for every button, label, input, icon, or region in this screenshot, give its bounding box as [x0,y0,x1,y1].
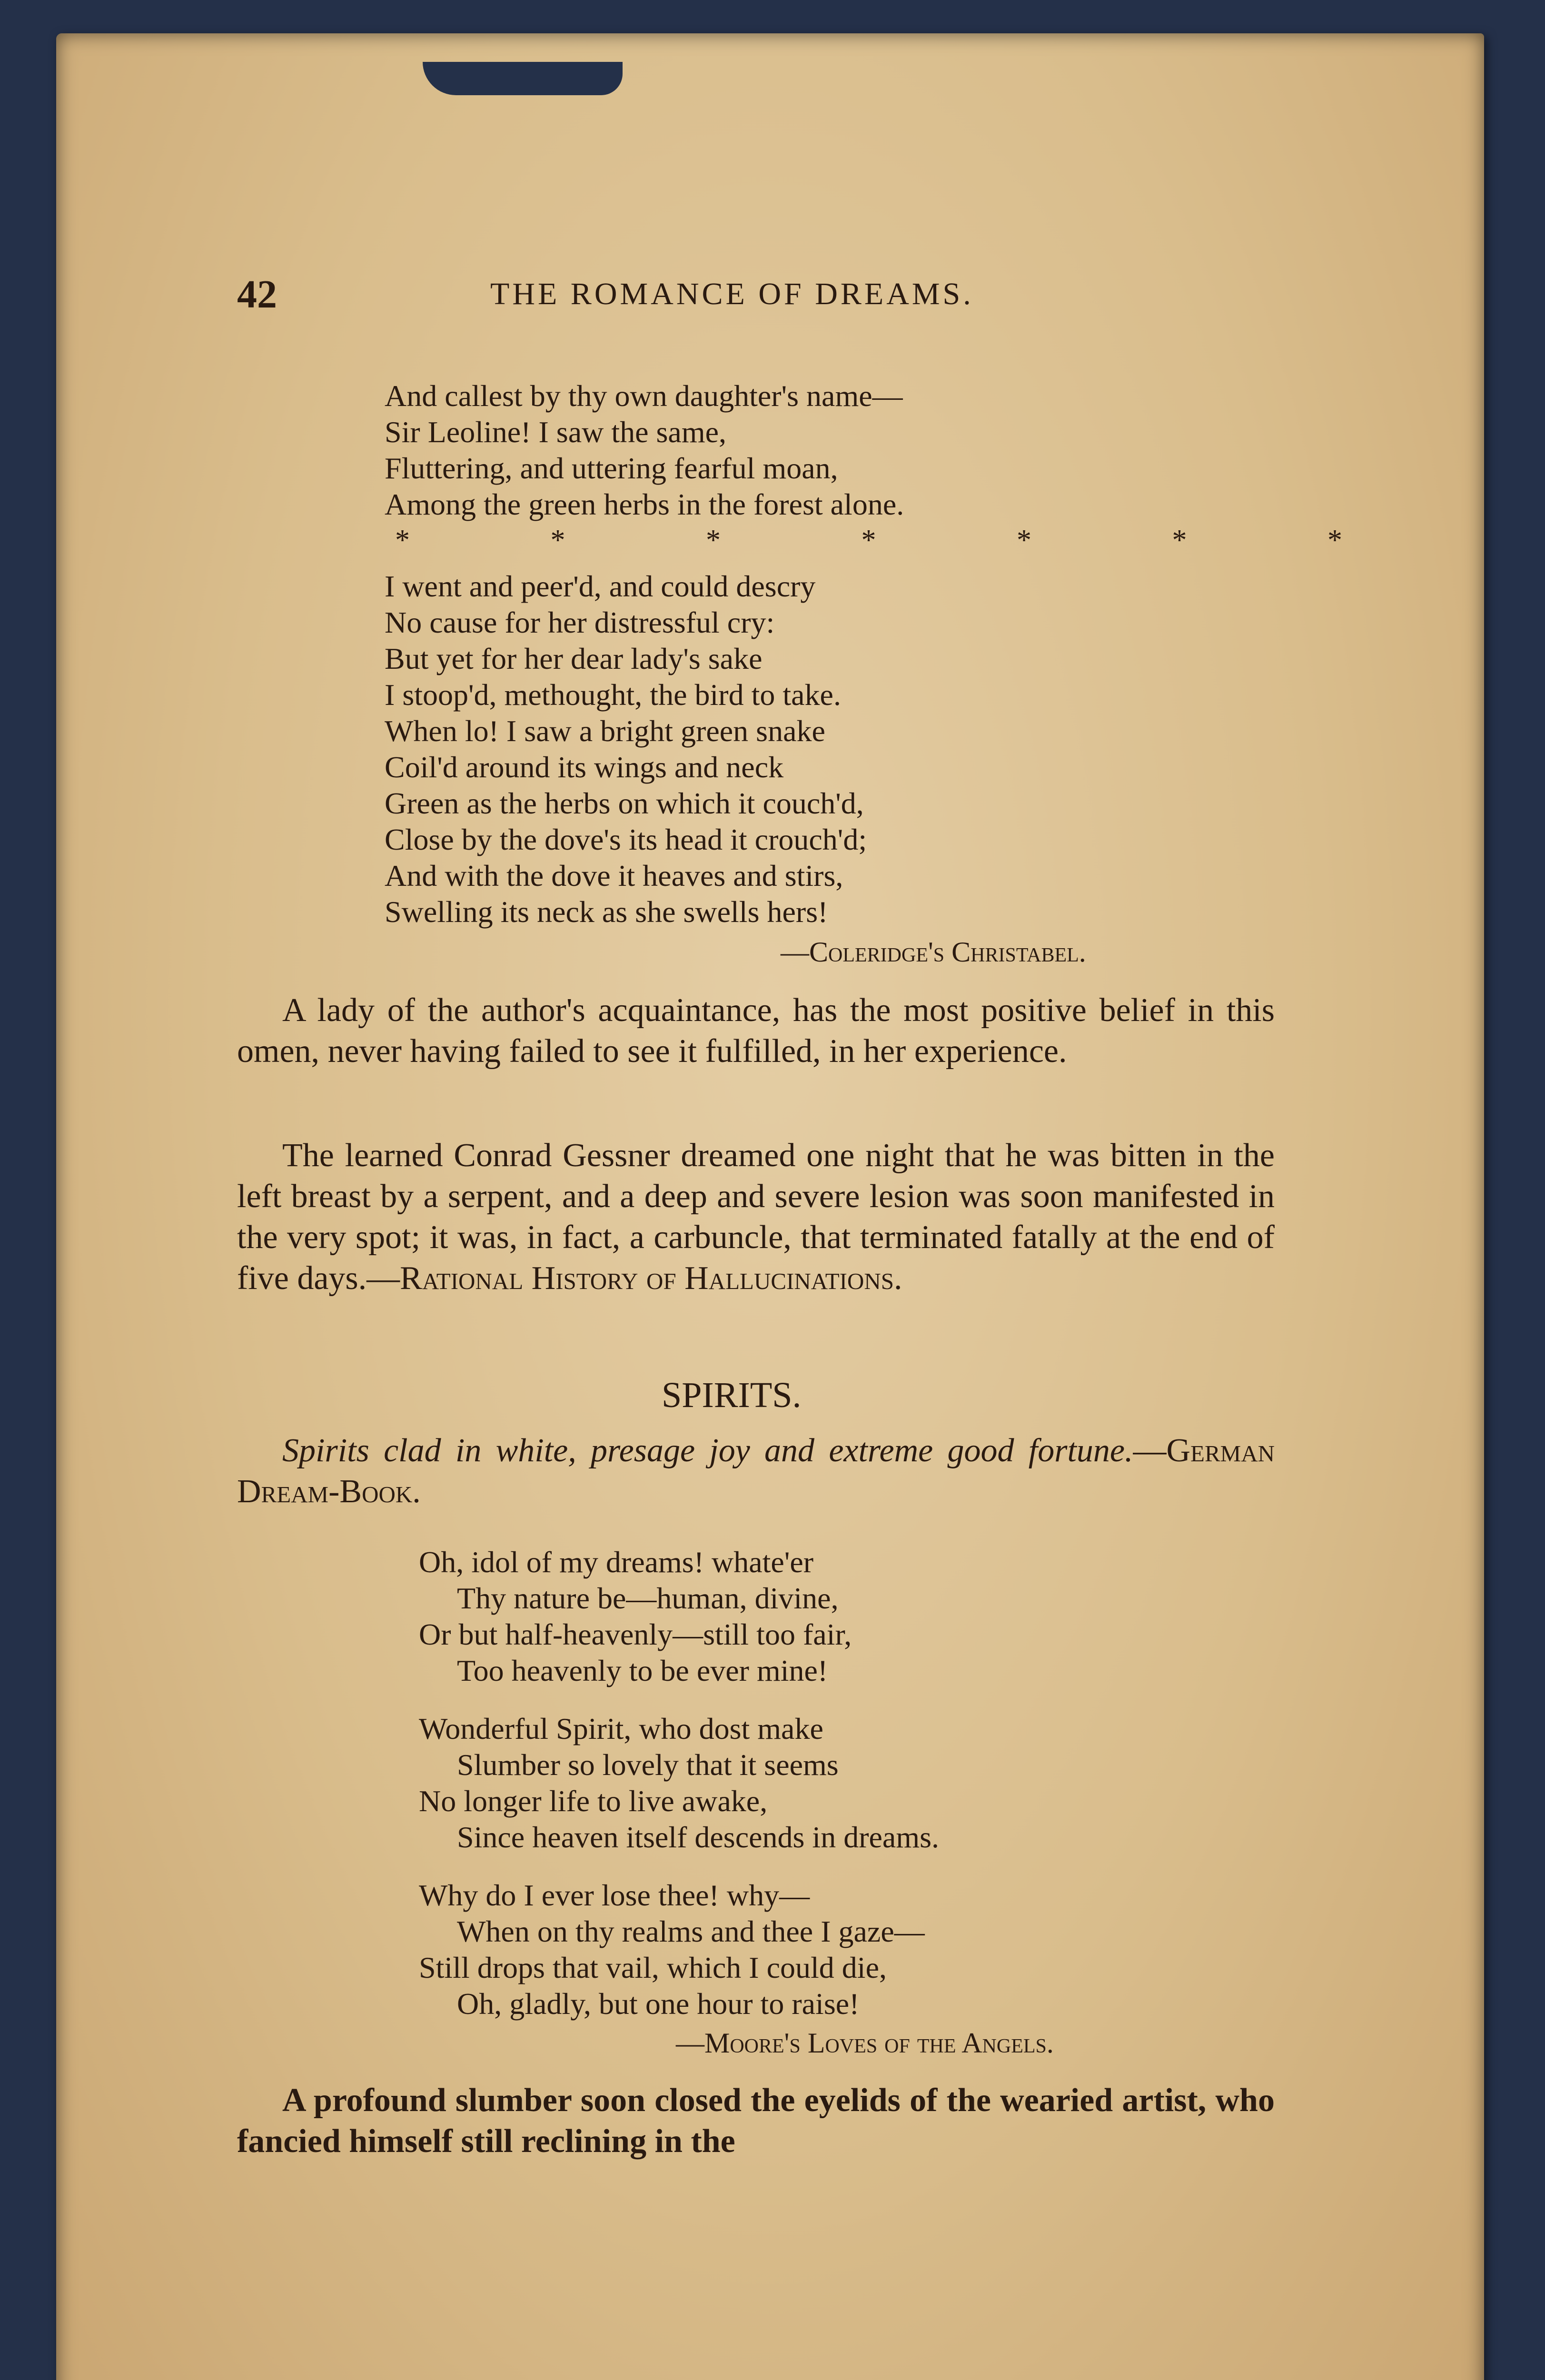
poem-line: But yet for her dear lady's sake [385,642,763,675]
poem-line: When lo! I saw a bright green snake [385,714,825,748]
running-header: THE ROMANCE OF DREAMS. [490,277,974,311]
poem-line: Coil'd around its wings and neck [385,750,784,784]
poem-line: Or but half-heavenly—still too fair, [419,1617,852,1651]
poem-line: Thy nature be—human, divine, [457,1581,839,1615]
stanza-separator: * * * * * * * [395,524,1409,556]
poem-attribution: —Moore's Loves of the Angels. [676,2027,1054,2059]
torn-edge [423,62,623,95]
poem-line: I went and peer'd, and could descry [385,569,816,603]
poem-line: I stoop'd, methought, the bird to take. [385,678,841,712]
poem-line: Too heavenly to be ever mine! [457,1654,828,1687]
poem-line: Oh, gladly, but one hour to raise! [457,1987,860,2021]
intro-text: Spirits clad in white, presage joy and extreme good fortune. [282,1432,1133,1469]
section-intro [237,1430,1275,1512]
poem-line: Oh, idol of my dreams! whate'er [419,1545,814,1579]
paragraph [237,1135,1275,1299]
poem-line: Sir Leoline! I saw the same, [385,415,726,449]
poem-line: When on thy realms and thee I gaze— [457,1914,925,1948]
page-number: 42 [237,272,277,317]
section-title: SPIRITS. [662,1375,802,1415]
poem-line: No cause for her distressful cry: [385,605,775,639]
paragraph-source: —Rational History of Hallucinations. [366,1260,902,1297]
poem-line: Swelling its neck as she swells hers! [385,895,828,929]
poem-line: Green as the herbs on which it couch'd, [385,786,864,820]
poem-line: Fluttering, and uttering fearful moan, [385,451,838,485]
paragraph-text: The learned Conrad Gessner dreamed one night that he was bitten in the left breast by a serpent, and a deep and severe lesion was soon manifested in the very spot; it was, in fact, a carbuncle, that terminated fatally at the end of five days. [237,1137,1275,1297]
poem-line: Why do I ever lose thee! why— [419,1878,810,1912]
poem-line: And callest by thy own daughter's name— [385,379,903,413]
paragraph: A profound slumber soon closed the eyelids of the wearied artist, who fancied himself still reclining in the [237,2082,1275,2160]
poem-attribution: —Coleridge's Christabel. [781,936,1086,968]
poem-line: And with the dove it heaves and stirs, [385,859,843,892]
intro-source: —German Dream-Book. [237,1432,1275,1510]
poem-line: Among the green herbs in the forest alone. [385,487,904,521]
poem-line: Still drops that vail, which I could die, [419,1951,887,1984]
poem-line: Since heaven itself descends in dreams. [457,1820,939,1854]
paragraph: A lady of the author's acquaintance, has the most positive belief in this omen, never having failed to see it fulfilled, in her experience. [237,992,1275,1070]
poem-line: Slumber so lovely that it seems [457,1748,839,1782]
poem-line: Wonderful Spirit, who dost make [419,1712,823,1745]
poem-line: No longer life to live awake, [419,1784,768,1818]
poem-line: Close by the dove's its head it crouch'd; [385,823,867,856]
